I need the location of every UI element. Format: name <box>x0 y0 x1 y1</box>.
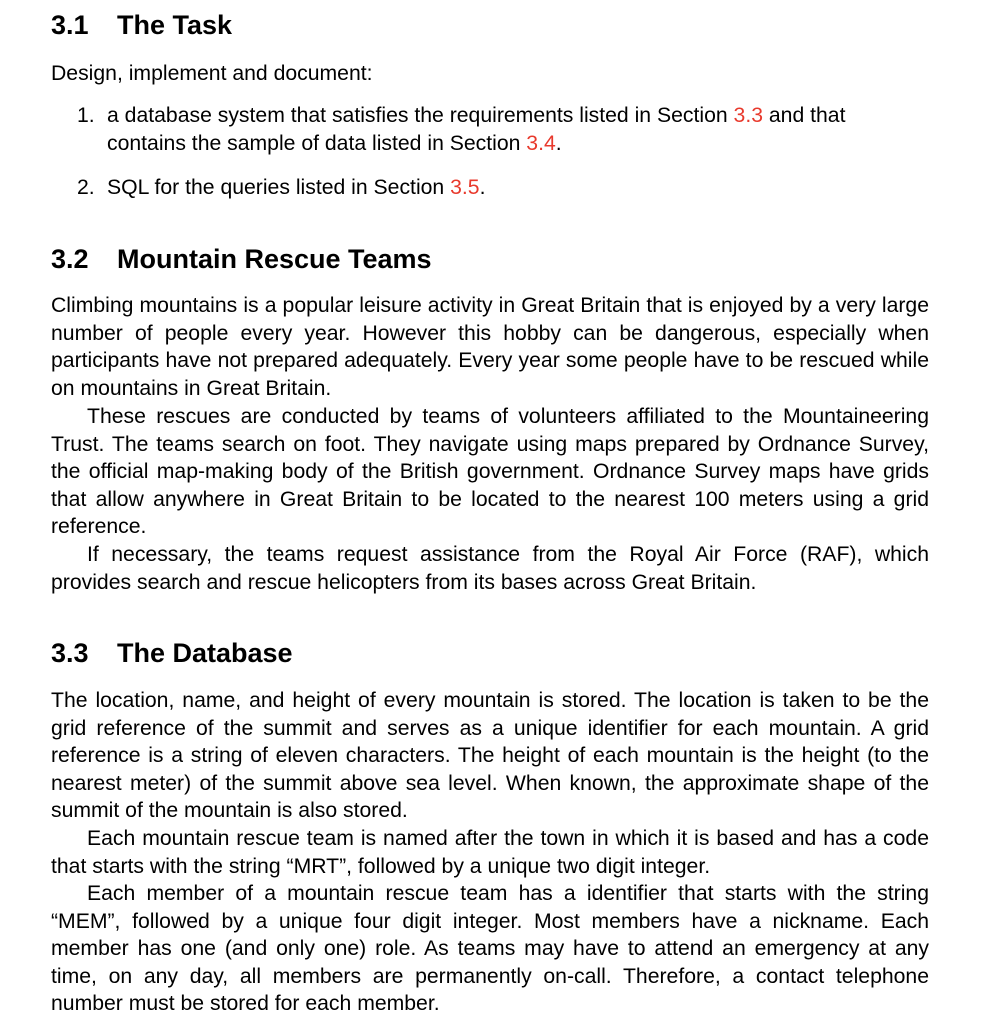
section-title: The Database <box>117 638 293 668</box>
list-item-number: 1. <box>77 104 95 127</box>
paragraph: Each mountain rescue team is named after the town in which it is based and has a code that starts with the string “MRT”, followed by a unique two digit integer. <box>51 827 929 878</box>
section-reference-link[interactable]: 3.3 <box>733 104 764 127</box>
paragraph: Each member of a mountain rescue team has a identifier that starts with the string “MEM”, followed by a unique four digit integer. Most members have a nickname. Each member has one (and only one) role. As teams may have to attend an emergency at any time, on any day, all members are permanently on-call. Therefore, a contact telephone number must be stored for each member. <box>51 882 929 1016</box>
paragraph: These rescues are conducted by teams of volunteers affiliated to the Mountaineering Trust. The teams search on foot. They navigate using maps prepared by Ordnance Survey, the official map-making body of the British government. Ordnance Survey maps have grids that allow anywhere in Great Britain to be located to the nearest 100 meters using a grid reference. <box>51 405 929 539</box>
list-item-number: 2. <box>77 176 95 199</box>
section-title: The Task <box>117 10 233 40</box>
section-number: 3.2 <box>51 244 89 274</box>
section-3-1-intro: Design, implement and document: <box>51 62 373 85</box>
section-title: Mountain Rescue Teams <box>117 244 432 274</box>
paragraph: The location, name, and height of every mountain is stored. The location is taken to be the grid reference of the summit and serves as a unique identifier for each mountain. A grid reference is a string of eleven characters. The height of each mountain is the height (to the nearest meter) of the summit above sea level. When known, the approximate shape of the summit of the mountain is also stored. <box>51 689 929 823</box>
list-item <box>51 174 929 202</box>
list-item-text: a database system that satisfies the requirements listed in Section 3.3 and that contains the sample of data listed in Section 3.4. <box>107 104 846 155</box>
section-reference-link[interactable]: 3.5 <box>450 176 480 199</box>
paragraph: If necessary, the teams request assistance from the Royal Air Force (RAF), which provides search and rescue helicopters from its bases across Great Britain. <box>51 543 929 594</box>
section-3-3-heading <box>51 637 293 669</box>
list-item-text: SQL for the queries listed in Section 3.5. <box>107 176 486 199</box>
section-number: 3.1 <box>51 10 89 40</box>
section-reference-link[interactable]: 3.4 <box>526 131 556 155</box>
paragraph: Climbing mountains is a popular leisure activity in Great Britain that is enjoyed by a very large number of people every year. However this hobby can be dangerous, especially when participants have not prepared adequately. Every year some people have to be rescued while on mountains in Great Britain. <box>51 294 929 400</box>
section-number: 3.3 <box>51 638 89 668</box>
section-3-2-heading <box>51 243 432 275</box>
section-3-1-heading <box>51 9 232 41</box>
list-item <box>51 102 929 157</box>
